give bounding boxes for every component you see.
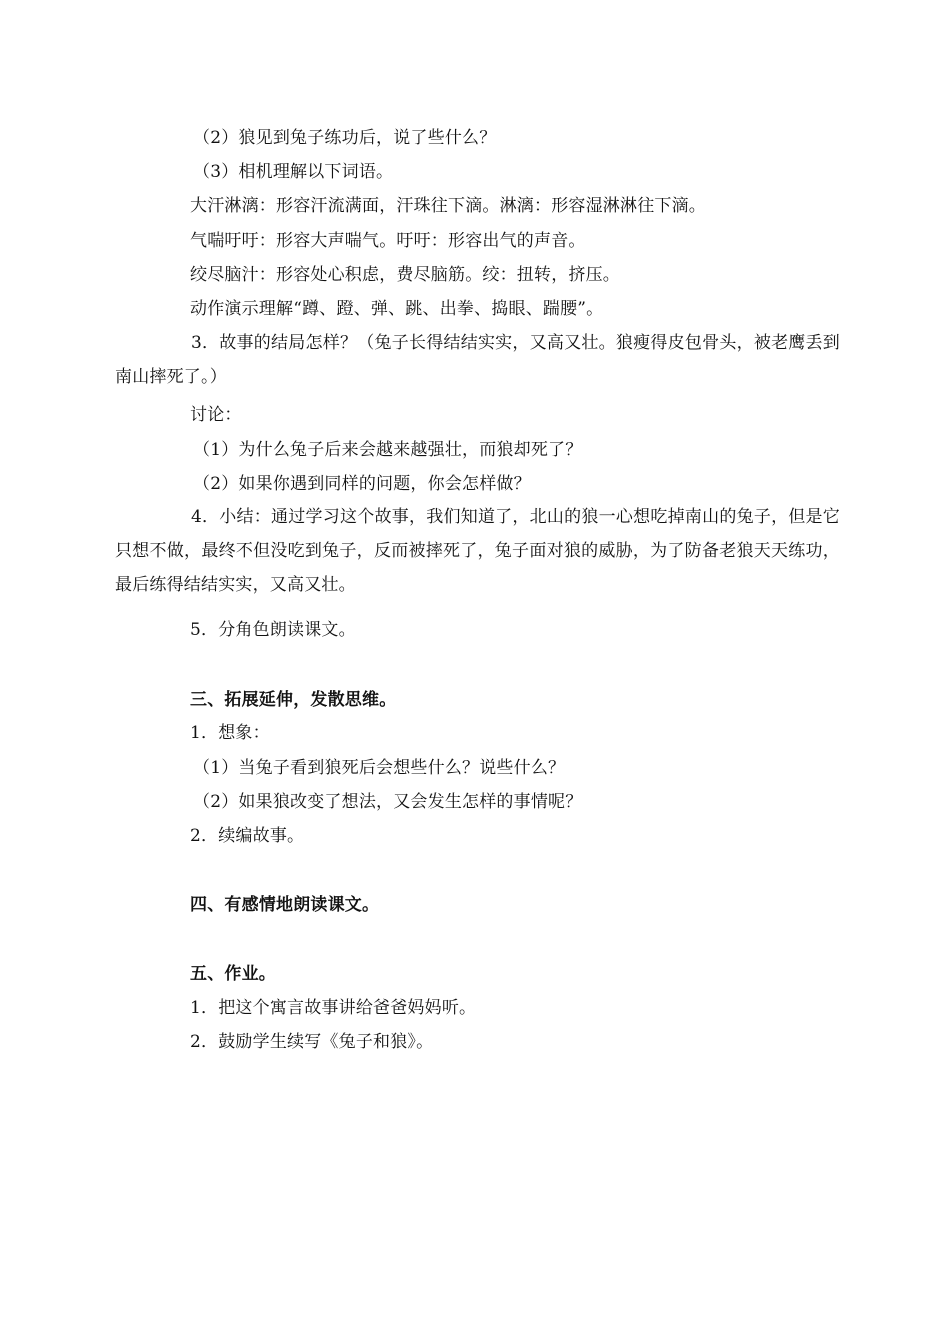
section-3-item-2: 2．续编故事。 [190, 826, 305, 846]
question-2: （2）狼见到兔子练功后，说了些什么？ [193, 128, 497, 148]
section-3-item-1: 1．想象： [190, 723, 270, 743]
section-5-item-2: 2．鼓励学生续写《兔子和狼》。 [190, 1032, 434, 1052]
definition-qichuan-xuxu: 气喘吁吁：形容大声喘气。吁吁：形容出气的声音。 [190, 231, 586, 251]
item-3-ending: 3．故事的结局怎样？（兔子长得结结实实，又高又壮。狼瘦得皮包骨头，被老鹰丢到南山摔死了。） [115, 333, 840, 387]
discussion-question-2: （2）如果你遇到同样的问题，你会怎样做？ [193, 474, 531, 494]
discussion-question-1: （1）为什么兔子后来会越来越强壮，而狼却死了？ [193, 440, 583, 460]
discussion-label: 讨论： [190, 405, 242, 425]
section-3-item-1a: （1）当兔子看到狼死后会想些什么？说些什么？ [193, 758, 566, 778]
item-4-summary: 4．小结：通过学习这个故事，我们知道了，北山的狼一心想吃掉南山的兔子，但是它只想不做，最终不但没吃到兔子，反而被摔死了，兔子面对狼的威胁，为了防备老狼天天练功，最后练得结结实实，又高又壮。 [115, 507, 840, 595]
section-5-heading: 五、作业。 [190, 964, 276, 984]
definition-dahan-linli: 大汗淋漓：形容汗流满面，汗珠往下滴。淋漓：形容湿淋淋往下滴。 [190, 196, 706, 216]
item-5: 5．分角色朗读课文。 [190, 620, 356, 640]
question-3: （3）相机理解以下词语。 [193, 162, 394, 182]
section-5-item-1: 1．把这个寓言故事讲给爸爸妈妈听。 [190, 998, 477, 1018]
section-3-item-1b: （2）如果狼改变了想法，又会发生怎样的事情呢？ [193, 792, 583, 812]
definition-action-demo: 动作演示理解“蹲、蹬、弹、跳、出拳、捣眼、踹腰”。 [190, 299, 604, 319]
section-4-heading: 四、有感情地朗读课文。 [190, 895, 380, 915]
section-3-heading: 三、拓展延伸，发散思维。 [190, 690, 397, 710]
definition-jiaojin-naozhi: 绞尽脑汁：形容处心积虑，费尽脑筋。绞：扭转，挤压。 [190, 265, 620, 285]
